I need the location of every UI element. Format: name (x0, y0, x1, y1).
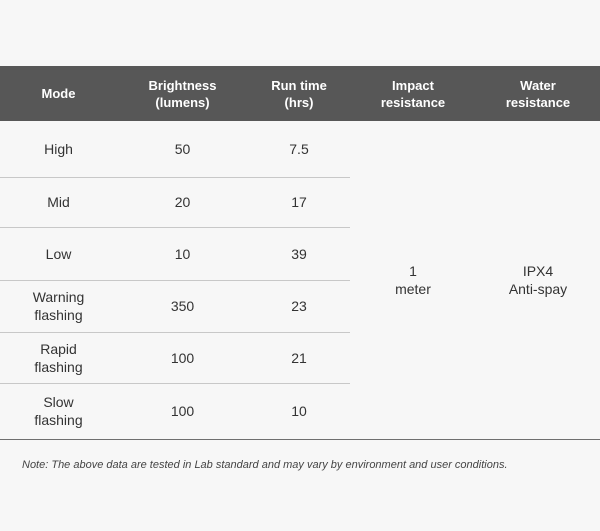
header-water-resistance: Water resistance (476, 66, 600, 121)
brightness-cell: 100 (117, 383, 248, 439)
brightness-cell: 350 (117, 280, 248, 332)
brightness-cell: 20 (117, 177, 248, 227)
brightness-cell: 100 (117, 332, 248, 383)
mode-cell: Rapid flashing (0, 332, 117, 383)
header-mode: Mode (0, 66, 117, 121)
mode-cell: Slow flashing (0, 383, 117, 439)
mode-cell: High (0, 121, 117, 177)
header-run-time: Run time (hrs) (248, 66, 350, 121)
run-time-cell: 10 (248, 383, 350, 439)
mode-cell: Warning flashing (0, 280, 117, 332)
water-resistance-cell: IPX4 Anti-spay (476, 121, 600, 439)
impact-resistance-cell: 1 meter (350, 121, 476, 439)
mode-cell: Mid (0, 177, 117, 227)
footnote: Note: The above data are tested in Lab standard and may vary by environment and user conditions. (22, 459, 508, 471)
mode-cell: Low (0, 227, 117, 280)
brightness-cell: 10 (117, 227, 248, 280)
run-time-cell: 17 (248, 177, 350, 227)
run-time-cell: 23 (248, 280, 350, 332)
brightness-cell: 50 (117, 121, 248, 177)
table-row (0, 121, 600, 177)
spec-table (0, 66, 600, 440)
header-impact-resistance: Impact resistance (350, 66, 476, 121)
run-time-cell: 39 (248, 227, 350, 280)
header-row (0, 66, 600, 121)
run-time-cell: 7.5 (248, 121, 350, 177)
run-time-cell: 21 (248, 332, 350, 383)
header-brightness: Brightness (lumens) (117, 66, 248, 121)
